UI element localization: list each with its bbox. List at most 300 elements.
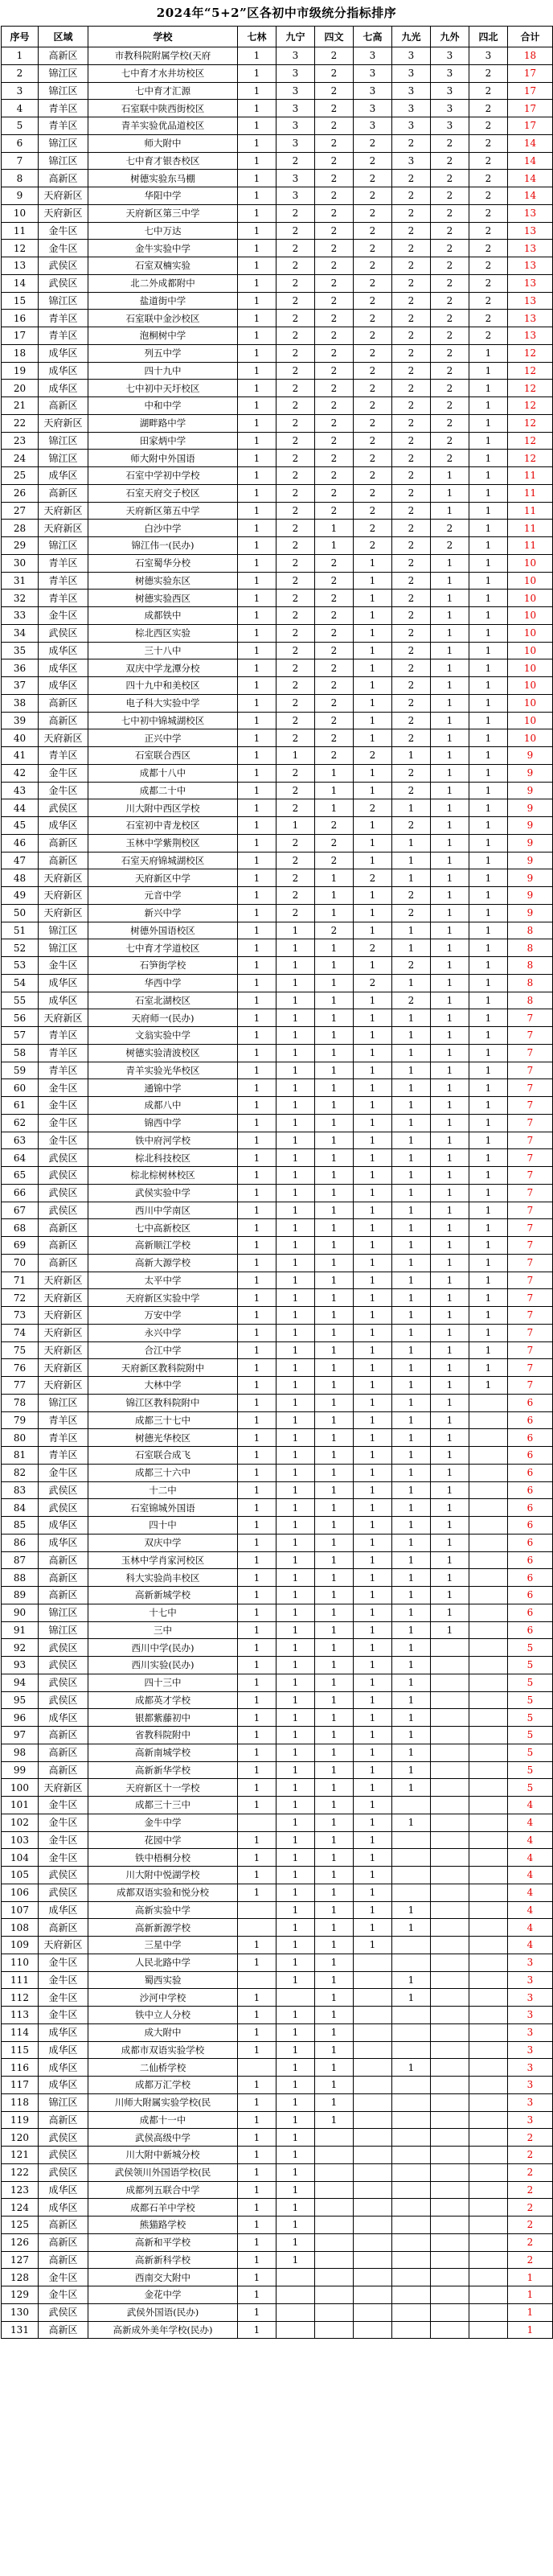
row-school: 天府新区教科院附中: [88, 1359, 238, 1377]
score-jiuning: 3: [276, 187, 315, 205]
score-qigao: 2: [354, 974, 392, 992]
row-school: 三十八中: [88, 642, 238, 659]
score-jiuwai: [431, 1989, 469, 2007]
score-qilin: 1: [238, 904, 276, 922]
row-district: 金牛区: [39, 1114, 88, 1132]
row-school: 青羊实验光华校区: [88, 1062, 238, 1079]
row-district: 成华区: [39, 677, 88, 695]
row-index: 40: [2, 729, 39, 747]
score-jiuguang: 1: [392, 834, 431, 852]
row-district: 锦江区: [39, 1604, 88, 1621]
score-jiuwai: 2: [431, 362, 469, 380]
score-qilin: [238, 1901, 276, 1919]
score-qilin: 1: [238, 520, 276, 537]
row-school: 四十中: [88, 1517, 238, 1535]
score-jiuguang: 1: [392, 1377, 431, 1395]
row-district: 成华区: [39, 2199, 88, 2217]
score-qilin: 1: [238, 712, 276, 729]
score-jiuguang: 2: [392, 554, 431, 572]
row-school: 石室双楠实验: [88, 257, 238, 275]
score-jiuning: 2: [276, 799, 315, 817]
score-sibei: 1: [469, 957, 508, 975]
score-siwen: 1: [315, 1971, 354, 1989]
row-total: 13: [508, 327, 553, 345]
score-jiuning: 1: [276, 1919, 315, 1937]
score-jiuning: 2: [276, 887, 315, 905]
score-sibei: 1: [469, 1149, 508, 1167]
row-school: 石室锦城外国语: [88, 1499, 238, 1517]
row-total: 17: [508, 82, 553, 100]
score-qigao: 1: [354, 1674, 392, 1691]
score-jiuguang: 2: [392, 414, 431, 432]
score-qilin: 1: [238, 100, 276, 117]
score-jiuwai: [431, 1884, 469, 1901]
row-school: 北二外成都附中: [88, 274, 238, 292]
score-jiuwai: [431, 2199, 469, 2217]
table-row: [2, 2023, 553, 2041]
score-sibei: [469, 1551, 508, 1569]
row-total: 3: [508, 2093, 553, 2111]
score-jiuguang: 2: [392, 677, 431, 695]
score-jiuning: 1: [276, 2129, 315, 2147]
row-school: 西川中学(民办): [88, 1639, 238, 1657]
score-jiuwai: [431, 1691, 469, 1709]
row-district: 天府新区: [39, 1937, 88, 1954]
score-qilin: 1: [238, 2111, 276, 2129]
score-sibei: 1: [469, 467, 508, 485]
header-sibei: 四北: [469, 27, 508, 47]
score-jiuning: 2: [276, 327, 315, 345]
row-total: 14: [508, 170, 553, 187]
score-jiuwai: 1: [431, 1027, 469, 1045]
score-jiuwai: [431, 1954, 469, 1971]
score-qigao: 1: [354, 1394, 392, 1411]
score-siwen: 1: [315, 1657, 354, 1674]
score-sibei: [469, 2147, 508, 2164]
row-school: 师大附中: [88, 134, 238, 152]
table-row: [2, 677, 553, 695]
score-qilin: 1: [238, 1481, 276, 1499]
row-district: 锦江区: [39, 450, 88, 467]
score-qigao: 1: [354, 1884, 392, 1901]
score-jiuning: 2: [276, 240, 315, 257]
score-siwen: 2: [315, 834, 354, 852]
row-school: 锦江伟一(民办): [88, 537, 238, 555]
row-school: 师大附中外国语: [88, 450, 238, 467]
row-total: 12: [508, 432, 553, 450]
score-siwen: 2: [315, 397, 354, 415]
score-jiuwai: [431, 2286, 469, 2304]
score-siwen: 1: [315, 1481, 354, 1499]
score-jiuguang: [392, 2093, 431, 2111]
score-sibei: [469, 1919, 508, 1937]
row-district: 天府新区: [39, 1307, 88, 1325]
score-qigao: 1: [354, 624, 392, 642]
row-district: 青羊区: [39, 100, 88, 117]
row-total: 18: [508, 47, 553, 65]
score-qigao: 1: [354, 1184, 392, 1202]
row-school: 石室联中陕西街校区: [88, 100, 238, 117]
score-sibei: 1: [469, 1307, 508, 1325]
score-jiuguang: 2: [392, 240, 431, 257]
row-index: 103: [2, 1831, 39, 1849]
score-siwen: 1: [315, 1272, 354, 1289]
row-index: 71: [2, 1272, 39, 1289]
score-jiuwai: [431, 1867, 469, 1884]
score-jiuguang: 1: [392, 1499, 431, 1517]
row-school: 高新南城学校: [88, 1744, 238, 1761]
score-qigao: 2: [354, 502, 392, 520]
row-district: 武侯区: [39, 1884, 88, 1901]
row-total: 6: [508, 1604, 553, 1621]
row-total: 4: [508, 1814, 553, 1831]
score-qilin: 1: [238, 1709, 276, 1727]
row-district: 高新区: [39, 1219, 88, 1237]
score-qigao: [354, 2059, 392, 2077]
score-sibei: [469, 1394, 508, 1411]
score-qilin: 1: [238, 1044, 276, 1062]
row-district: 天府新区: [39, 904, 88, 922]
row-school: 金牛中学: [88, 1814, 238, 1831]
score-sibei: [469, 2129, 508, 2147]
row-total: 14: [508, 134, 553, 152]
row-index: 37: [2, 677, 39, 695]
score-qilin: 1: [238, 484, 276, 502]
row-school: 永兴中学: [88, 1324, 238, 1341]
score-jiuning: 3: [276, 47, 315, 65]
score-qilin: 1: [238, 1079, 276, 1097]
score-siwen: [315, 2233, 354, 2251]
score-qigao: [354, 1954, 392, 1971]
score-jiuwai: 1: [431, 904, 469, 922]
row-index: 83: [2, 1481, 39, 1499]
score-jiuwai: 1: [431, 1499, 469, 1517]
score-jiuguang: [392, 2181, 431, 2199]
row-district: 成华区: [39, 2181, 88, 2199]
row-school: 铁中立人分校: [88, 2007, 238, 2024]
row-index: 25: [2, 467, 39, 485]
score-qilin: 1: [238, 974, 276, 992]
row-school: 石室蜀华分校: [88, 554, 238, 572]
score-jiuwai: 1: [431, 1447, 469, 1465]
score-jiuwai: 1: [431, 694, 469, 712]
score-jiuning: 1: [276, 1657, 315, 1674]
score-jiuguang: 2: [392, 887, 431, 905]
score-siwen: 1: [315, 1569, 354, 1587]
row-district: 青羊区: [39, 590, 88, 607]
score-jiuguang: 1: [392, 1919, 431, 1937]
score-sibei: 1: [469, 624, 508, 642]
row-total: 2: [508, 2251, 553, 2269]
row-index: 50: [2, 904, 39, 922]
score-siwen: 1: [315, 1237, 354, 1255]
score-qigao: 1: [354, 1411, 392, 1429]
score-jiuning: 1: [276, 1517, 315, 1535]
score-qigao: 1: [354, 764, 392, 782]
row-district: 成华区: [39, 642, 88, 659]
score-siwen: 1: [315, 782, 354, 799]
score-siwen: 1: [315, 1621, 354, 1639]
score-siwen: 1: [315, 1114, 354, 1132]
score-siwen: 2: [315, 677, 354, 695]
table-row: [2, 1517, 553, 1535]
row-school: 元音中学: [88, 887, 238, 905]
row-total: 4: [508, 1937, 553, 1954]
row-index: 13: [2, 257, 39, 275]
score-sibei: 1: [469, 1202, 508, 1219]
score-siwen: [315, 2303, 354, 2321]
score-jiuguang: 1: [392, 1359, 431, 1377]
score-sibei: 1: [469, 1237, 508, 1255]
header-jiuwai: 九外: [431, 27, 469, 47]
score-jiuguang: [392, 2251, 431, 2269]
score-jiuwai: 1: [431, 1009, 469, 1027]
score-sibei: [469, 1411, 508, 1429]
row-total: 8: [508, 992, 553, 1009]
score-qigao: 2: [354, 344, 392, 362]
row-school: 西川实验(民办): [88, 1657, 238, 1674]
score-qigao: 1: [354, 659, 392, 677]
row-school: 七中万达: [88, 222, 238, 240]
row-school: 列五中学: [88, 344, 238, 362]
score-qilin: 1: [238, 1517, 276, 1535]
score-jiuning: 3: [276, 64, 315, 82]
row-index: 8: [2, 170, 39, 187]
row-school: 电子科大实验中学: [88, 694, 238, 712]
row-district: 金牛区: [39, 607, 88, 625]
score-jiuning: 1: [276, 974, 315, 992]
score-qilin: [238, 1971, 276, 1989]
score-siwen: 2: [315, 82, 354, 100]
score-jiuwai: 1: [431, 1062, 469, 1079]
row-school: 高新实验中学: [88, 1901, 238, 1919]
score-jiuwai: 1: [431, 869, 469, 887]
score-jiuning: 1: [276, 1499, 315, 1517]
row-district: 高新区: [39, 1919, 88, 1937]
row-index: 56: [2, 1009, 39, 1027]
score-jiuguang: 2: [392, 362, 431, 380]
score-qilin: 1: [238, 327, 276, 345]
score-jiuning: 1: [276, 2077, 315, 2094]
score-jiuguang: 2: [392, 694, 431, 712]
row-district: 成华区: [39, 817, 88, 835]
score-jiuguang: 2: [392, 572, 431, 590]
row-index: 12: [2, 240, 39, 257]
score-jiuning: 1: [276, 1971, 315, 1989]
score-jiuning: 2: [276, 467, 315, 485]
score-jiuwai: [431, 2233, 469, 2251]
score-jiuwai: 3: [431, 64, 469, 82]
score-qilin: 1: [238, 1062, 276, 1079]
score-jiuning: [276, 2303, 315, 2321]
table-row: [2, 1009, 553, 1027]
score-qilin: 1: [238, 2269, 276, 2286]
score-qigao: 1: [354, 922, 392, 939]
table-row: [2, 344, 553, 362]
score-jiuguang: 2: [392, 467, 431, 485]
row-district: 金牛区: [39, 1954, 88, 1971]
table-row: [2, 1481, 553, 1499]
score-jiuning: 1: [276, 1237, 315, 1255]
score-jiuning: 1: [276, 1167, 315, 1185]
score-sibei: 1: [469, 432, 508, 450]
score-jiuwai: 1: [431, 799, 469, 817]
score-sibei: 1: [469, 590, 508, 607]
score-sibei: 1: [469, 1009, 508, 1027]
score-jiuguang: 1: [392, 852, 431, 869]
score-sibei: [469, 1954, 508, 1971]
score-siwen: 2: [315, 100, 354, 117]
row-index: 108: [2, 1919, 39, 1937]
score-qilin: 1: [238, 922, 276, 939]
score-sibei: 1: [469, 1027, 508, 1045]
row-school: 西南交大附中: [88, 2269, 238, 2286]
row-total: 13: [508, 222, 553, 240]
score-sibei: [469, 1621, 508, 1639]
row-index: 53: [2, 957, 39, 975]
row-index: 123: [2, 2181, 39, 2199]
row-total: 13: [508, 240, 553, 257]
row-school: 成都石羊中学校: [88, 2199, 238, 2217]
row-school: 树德外国语校区: [88, 922, 238, 939]
score-qigao: [354, 2129, 392, 2147]
score-jiuguang: 2: [392, 450, 431, 467]
table-row: [2, 869, 553, 887]
score-sibei: 1: [469, 659, 508, 677]
score-qigao: 1: [354, 1639, 392, 1657]
row-district: 高新区: [39, 47, 88, 65]
score-qilin: 1: [238, 1797, 276, 1814]
score-qilin: 1: [238, 2007, 276, 2024]
score-sibei: 1: [469, 1289, 508, 1307]
row-district: 成华区: [39, 1901, 88, 1919]
score-siwen: 2: [315, 554, 354, 572]
row-school: 白沙中学: [88, 520, 238, 537]
score-qilin: 1: [238, 624, 276, 642]
row-school: 高新顺江学校: [88, 1237, 238, 1255]
row-school: 高新新科学校: [88, 2251, 238, 2269]
row-index: 107: [2, 1901, 39, 1919]
row-district: 成华区: [39, 380, 88, 397]
score-jiuguang: [392, 2041, 431, 2059]
row-total: 7: [508, 1184, 553, 1202]
score-siwen: 1: [315, 1447, 354, 1465]
row-index: 129: [2, 2286, 39, 2304]
score-jiuguang: 2: [392, 257, 431, 275]
score-jiuning: 1: [276, 1359, 315, 1377]
score-jiuning: 1: [276, 2181, 315, 2199]
score-qigao: 1: [354, 1167, 392, 1185]
row-index: 5: [2, 117, 39, 135]
row-index: 58: [2, 1044, 39, 1062]
score-jiuwai: 1: [431, 782, 469, 799]
score-qigao: 1: [354, 1027, 392, 1045]
row-total: 2: [508, 2163, 553, 2181]
score-siwen: 1: [315, 957, 354, 975]
score-siwen: 1: [315, 1377, 354, 1395]
score-jiuwai: 2: [431, 432, 469, 450]
score-jiuning: 2: [276, 729, 315, 747]
score-siwen: 2: [315, 187, 354, 205]
row-total: 14: [508, 152, 553, 170]
row-school: 铁中府河学校: [88, 1132, 238, 1149]
row-index: 30: [2, 554, 39, 572]
score-siwen: 2: [315, 240, 354, 257]
score-jiuguang: 2: [392, 170, 431, 187]
row-district: 锦江区: [39, 82, 88, 100]
row-index: 87: [2, 1551, 39, 1569]
score-siwen: 2: [315, 590, 354, 607]
row-school: 三星中学: [88, 1937, 238, 1954]
row-total: 14: [508, 187, 553, 205]
score-jiuwai: [431, 2321, 469, 2339]
row-total: 3: [508, 1954, 553, 1971]
score-qilin: 1: [238, 1727, 276, 1744]
score-sibei: 1: [469, 939, 508, 957]
score-qigao: 1: [354, 1569, 392, 1587]
table-row: [2, 520, 553, 537]
score-sibei: 1: [469, 537, 508, 555]
row-index: 101: [2, 1797, 39, 1814]
score-sibei: 1: [469, 1359, 508, 1377]
score-jiuning: 2: [276, 310, 315, 327]
score-jiuning: 1: [276, 1867, 315, 1884]
table-row: [2, 502, 553, 520]
score-jiuning: 1: [276, 1761, 315, 1779]
table-row: [2, 467, 553, 485]
row-district: 金牛区: [39, 1797, 88, 1814]
row-school: 合江中学: [88, 1341, 238, 1359]
score-qilin: 1: [238, 1674, 276, 1691]
score-qilin: 1: [238, 2217, 276, 2234]
score-siwen: [315, 2251, 354, 2269]
score-siwen: 2: [315, 607, 354, 625]
score-qigao: 1: [354, 1481, 392, 1499]
score-qigao: 1: [354, 1727, 392, 1744]
row-school: 十二中: [88, 1481, 238, 1499]
score-qigao: 1: [354, 957, 392, 975]
score-qilin: 1: [238, 1359, 276, 1377]
row-index: 54: [2, 974, 39, 992]
table-row: [2, 2199, 553, 2217]
row-total: 9: [508, 904, 553, 922]
score-qilin: 1: [238, 1289, 276, 1307]
score-jiuwai: [431, 1727, 469, 1744]
table-row: [2, 2251, 553, 2269]
score-jiuwai: 2: [431, 170, 469, 187]
score-qigao: 2: [354, 467, 392, 485]
score-qigao: 1: [354, 1867, 392, 1884]
score-jiuguang: [392, 2111, 431, 2129]
score-siwen: 1: [315, 1079, 354, 1097]
row-index: 115: [2, 2041, 39, 2059]
score-qilin: 1: [238, 607, 276, 625]
row-index: 99: [2, 1761, 39, 1779]
row-index: 11: [2, 222, 39, 240]
row-district: 成华区: [39, 2023, 88, 2041]
score-qigao: 1: [354, 834, 392, 852]
table-row: [2, 659, 553, 677]
score-qigao: 3: [354, 64, 392, 82]
table-row: [2, 1237, 553, 1255]
header-row: [2, 27, 553, 47]
row-school: 成都三十七中: [88, 1411, 238, 1429]
score-qigao: 1: [354, 817, 392, 835]
score-jiuwai: 1: [431, 817, 469, 835]
score-qigao: 1: [354, 1202, 392, 1219]
row-district: 武侯区: [39, 1481, 88, 1499]
score-jiuwai: 1: [431, 590, 469, 607]
